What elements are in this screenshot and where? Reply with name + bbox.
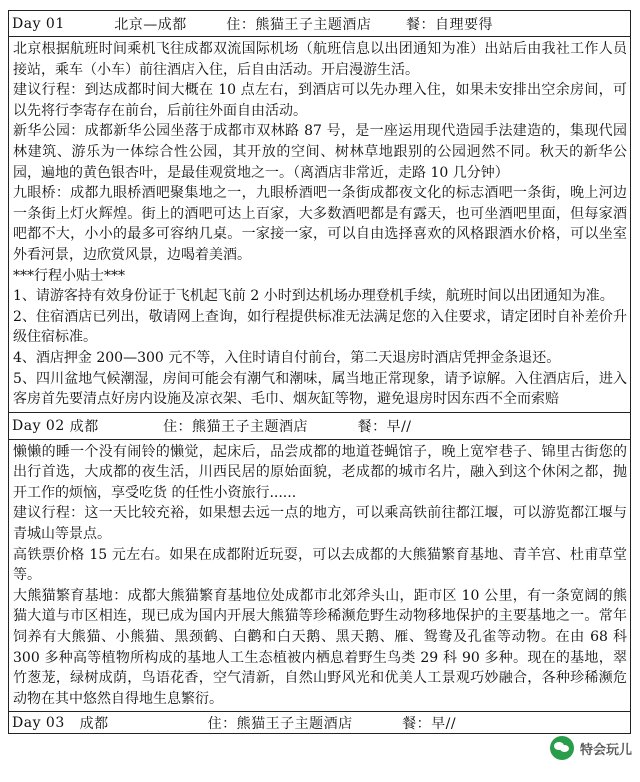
day03-stay: 住：熊猫王子主题酒店 <box>207 715 353 732</box>
day01-suggestion: 建议行程：到达成都时间大概在 10 点左右，到酒店可以先办理入住，如果未安排出空余房间，可以先将行李寄存在前台，后前往外面自由活动。 <box>13 82 627 119</box>
wechat-icon <box>550 736 574 760</box>
day01-meal: 餐：自理要得 <box>406 16 494 33</box>
day02-stay: 住：熊猫王子主题酒店 <box>163 418 309 435</box>
day01-jiuyanqiao: 九眼桥：成都九眼桥酒吧聚集地之一，九眼桥酒吧一条街成都夜文化的标志酒吧一条街，晚上河边一条街上灯火辉煌。街上的酒吧可达上百家，大多数酒吧都是有露天，也可坐酒吧里面，但每家酒吧都不大，小小的最多可容纳几桌。一家接一家，可以自由选择喜欢的风格跟酒水价格，可以坐室外看河景，边欣赏风景，边喝着美酒。 <box>13 185 627 263</box>
day01-xinhua-park: 新华公园：成都新华公园坐落于成都市双林路 87 号，是一座运用现代造园手法建造的，集现代园林建筑、游乐为一体综合性公园，其开放的空间、树林草地跟别的公园迥然不同。秋天的新华公园，遍地的黄色银杏叶，是最佳观赏地之一。（离酒店非常近，走路 10 几分钟） <box>13 123 627 181</box>
day03-meal: 餐：早// <box>402 715 457 732</box>
day02-day: Day 02 <box>12 417 65 434</box>
day01-tip-5: 5、四川盆地气候潮湿，房间可能会有潮气和潮味，属当地正常现象，请予谅解。入住酒店后，进入客房首先要清点好房内设施及凉衣架、毛巾、烟灰缸等物，避免退房时因东西不全而索赔 <box>13 370 627 408</box>
day01-tips-heading: ***行程小贴士*** <box>13 267 125 284</box>
day01-body <box>8 37 631 413</box>
day02-header <box>8 413 631 440</box>
day03-day: Day 03 <box>12 714 65 731</box>
day03-header <box>8 712 631 734</box>
day02-intro: 懒懒的睡一个没有闹铃的懒觉，起床后，品尝成都的地道苍蝇馆子，晚上宽窄巷子、锦里古街您的出行首选，大成都的夜生活，川西民居的原始面貌，老成都的城市名片，融入到这个休闲之都，抛开工作的烦恼，享受吃货 的任性小资旅行...... <box>13 443 627 501</box>
itinerary-sheet <box>8 10 631 734</box>
day02-panda-base: 大熊猫繁育基地：成都大熊猫繁育基地位处成都市北郊斧头山，距市区 10 公里，有一条宽阔的熊猫大道与市区相连，现已成为国内开展大熊猫等珍稀濒危野生动物移地保护的主要基地之一。常年饲养有大熊猫、小熊猫、黑颈鹤、白鹳和白天鹅、黑天鹅、雁、鸳鸯及孔雀等动物。在由 68 科 300 多种高等植物所构成的基地人工生态植被内栖息着野生鸟类 29 科 90 多种。现在的基地，翠竹葱茏，绿树成荫，鸟语花香，空气清新，自然山野风光和优美人工景观巧妙融合，各种珍稀濒危动物在其中悠然自得地生息繁衍。 <box>13 587 627 707</box>
day02-train: 高铁票价格 15 元左右。如果在成都附近玩耍，可以去成都的大熊猫繁育基地、青羊宫、杜甫草堂等。 <box>13 546 627 584</box>
day02-route: 成都 <box>69 418 99 435</box>
day01-route: 北京—成都 <box>114 16 187 33</box>
day01-tip-4: 4、酒店押金 200—300 元不等，入住时请自付前台，第二天退房时酒店凭押金条退还。 <box>13 349 561 366</box>
day01-header <box>8 10 631 37</box>
day01-intro: 北京根据航班时间乘机飞往成都双流国际机场（航班信息以出团通知为准）出站后由我社工作人员接站，乘车（小车）前往酒店入住，后自由活动。开启漫游生活。 <box>13 41 627 78</box>
day01-tip-2: 2、住宿酒店已列出，敬请网上查询，如行程提供标准无法满足您的入住要求，请定团时自补差价升级住宿标准。 <box>13 308 627 346</box>
day01-stay: 住：熊猫王子主题酒店 <box>226 16 372 33</box>
day01-day: Day 01 <box>12 15 65 32</box>
day02-meal: 餐：早// <box>357 418 412 435</box>
day02-suggestion: 建议行程：这一天比较充裕，如果想去远一点的地方，可以乘高铁前往都江堰，可以游览都江堰与青城山等景点。 <box>13 505 627 543</box>
watermark-text: 特会玩儿 <box>579 742 632 758</box>
day02-body <box>8 440 631 713</box>
watermark <box>550 736 632 760</box>
day01-tip-1: 1、请游客持有效身份证于飞机起飞前 2 小时到达机场办理登机手续，航班时间以出团通知为准。 <box>13 288 614 305</box>
day03-route: 成都 <box>79 715 109 732</box>
